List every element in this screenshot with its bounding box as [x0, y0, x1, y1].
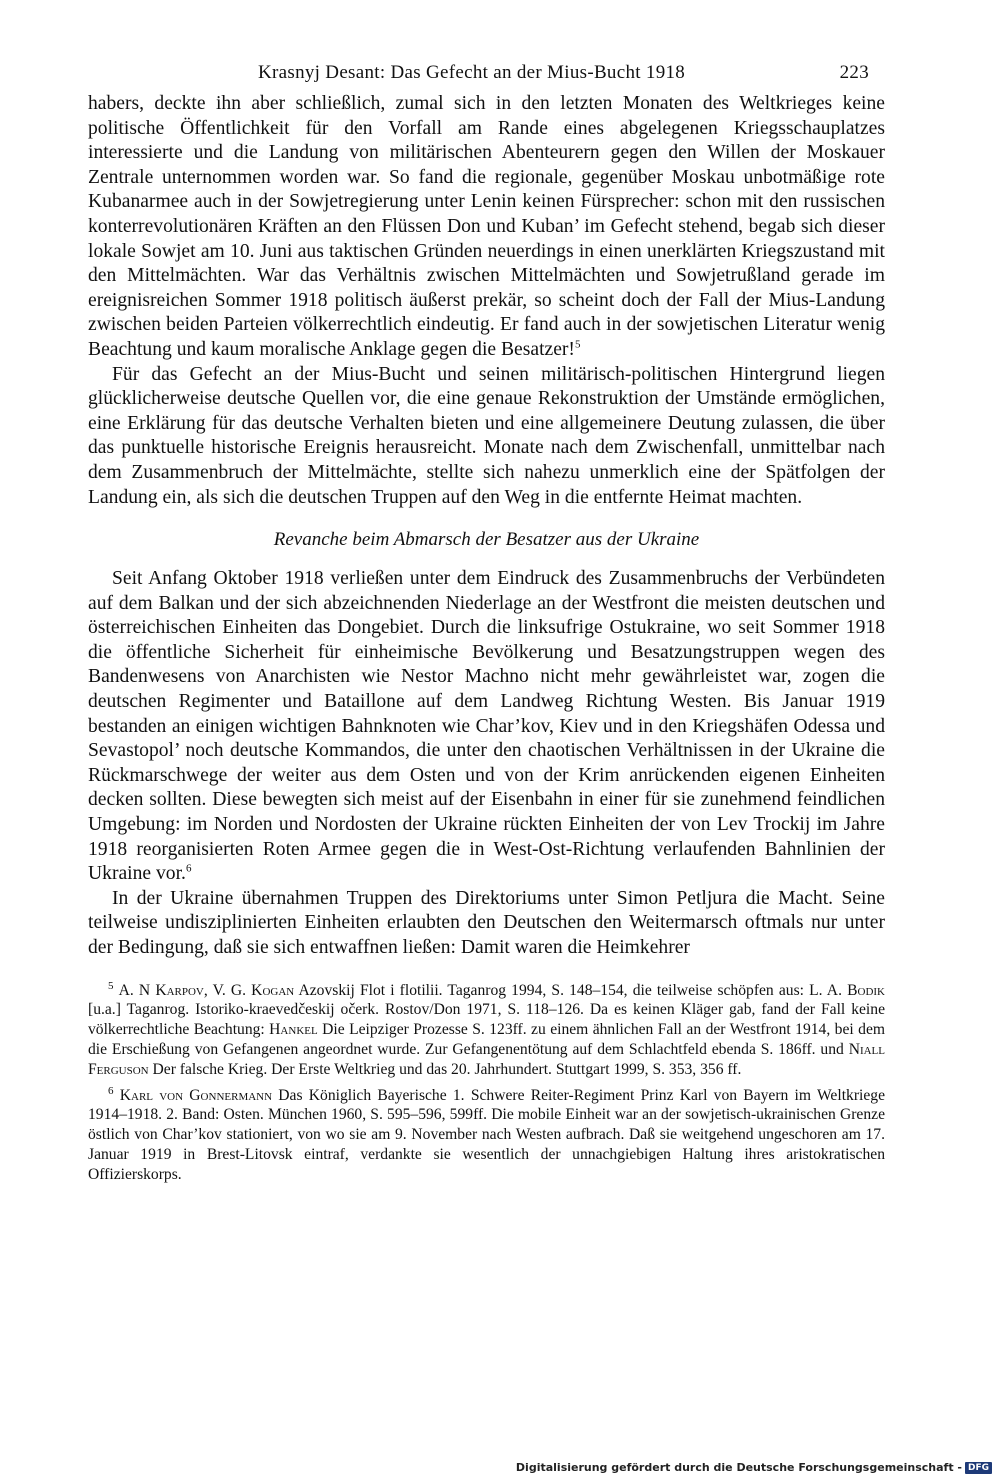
section-heading: Revanche beim Abmarsch der Besatzer aus der Ukraine	[273, 529, 700, 551]
body-paragraph	[88, 92, 885, 363]
footnote-number: 5	[108, 979, 114, 992]
digitization-credit	[516, 1461, 992, 1474]
running-title: Krasnyj Desant: Das Gefecht an der Mius-Bucht 1918	[258, 62, 686, 83]
book-page	[88, 56, 885, 1191]
footnote-text: Azovskij Flot i flotilii. Taganrog 1994, S. 148–154, die teilweise schöpfen aus: L. A.	[294, 981, 848, 999]
footnote	[88, 981, 885, 1080]
footnote-text: Das Königlich Bayerische 1. Schwere Reiter-Regiment Prinz Karl von Bayern im Weltkriege 1914–1918. 2. Band: Osten. München 1960, S. 595–596, 599ff. Die mobile Einheit war an der sowjetisch-ukrainischen Grenze östlich von Char’kov stationiert, von wo sie am 9. November nach Westen aufbrach. Daß sie weitgehend ungeschoren am 17. Januar 1919 in Brest-Litovsk eintraf, verdankte sie wesentlich der unnachgiebigen Haltung ihres aristokratischen Offizierskorps.	[88, 1086, 885, 1183]
footnote-author: Niall Ferguson	[88, 1040, 885, 1078]
running-head	[88, 56, 885, 92]
paragraph-text: In der Ukraine übernahmen Truppen des Direktoriums unter Simon Petljura die Macht. Seine teilweise undisziplinierten Einheiten erlaubten den Deutschen den Weitermarsch oftmals nur unter der Bedingung, daß sie sich entwaffnen ließen: Damit waren die Heimkehrer	[88, 887, 885, 958]
footnotes	[88, 981, 885, 1185]
footnote-ref[interactable]: 5	[574, 338, 581, 351]
footnote-author: Hankel	[269, 1021, 318, 1039]
footnote	[88, 1086, 885, 1185]
footnote-text: Der falsche Krieg. Der Erste Weltkrieg und das 20. Jahrhundert. Stuttgart 1999, S. 353, 356 ff.	[148, 1060, 742, 1078]
paragraph-text: habers, deckte ihn aber schließlich, zumal sich in den letzten Monaten des Weltkrieges keine politische Öffentlichkeit für den Vorfall am Rande eines abgelegenen Kriegsschauplatzes interessierte und die Landung von militärischen Abenteurern gegen den Willen der Moskauer Zentrale unternommen worden war. So fand die regionale, gegenüber Moskau unbotmäßige rote Kubanarmee auch in der Sowjetregierung unter Lenin keinen Fürsprecher: schon mit den russischen konterrevolutionären Kräften an den Flüssen Don und Kuban’ im Gefecht stehend, begab sich dieser lokale Sowjet am 10. Juni aus taktischen Gründen neuerdings in einen unerklärten Kriegszustand mit den Mittelmächten. War das Verhältnis zwischen Mittelmächten und Sowjetrußland gerade im ereignisreichen Sommer 1918 politisch äußerst prekär, so scheint doch der Fall der Mius-Landung zwischen beiden Parteien völkerrechtlich eindeutig. Er fand auch in der sowjetischen Literatur wenig Beachtung und kaum moralische Anklage gegen die Besatzer!	[88, 93, 885, 360]
body-paragraph	[88, 567, 885, 887]
footnote-text: Die Leipziger Prozesse S. 123ff. zu einem ähnlichen Fall an der Westfront 1914, bei dem die Erschießung von Gefangenen angeordnet wurde. Zur Gefangenentötung auf dem Schlachtfeld ebenda S. 186ff. und	[88, 1021, 885, 1058]
footnote-author: Karl von Gonnermann	[119, 1086, 273, 1104]
footnote-author: A. N Karpov, V. G. Kogan	[118, 981, 295, 999]
footnote-number: 6	[108, 1084, 114, 1097]
paragraph-text: Seit Anfang Oktober 1918 verließen unter dem Eindruck des Zusammenbruchs der Verbündeten auf dem Balkan und der sich abzeichnenden Niederlage an der Westfront die meisten deutschen und österreichischen Einheiten das Dongebiet. Durch die linksufrige Ostukraine, wo seit Sommer 1918 die öffentliche Sicherheit für einheimische Bevölkerung und Besatzungstruppen wegen des Bandenwesens von Anarchisten wie Nestor Machno nicht mehr gewährleistet war, zogen die deutschen Regimenter und Bataillone auf dem Landweg Richtung Westen. Bis Januar 1919 bestanden an einigen wichtigen Bahnknoten wie Char’kov, Kiev und in den Kriegshäfen Odessa und Sevastopol’ noch deutsche Kommandos, die unter den chaotischen Verhältnissen in der Ukraine die Rückmarschwege der weiter aus dem Osten und von der Krim anrückenden eigenen Einheiten decken sollten. Diese bewegten sich meist auf der Eisenbahn in einer für sie zunehmend feindlichen Umgebung: im Norden und Nordosten der Ukraine rückten Einheiten der von Lev Trockij im Jahre 1918 reorganisierten Roten Armee gegen die in West-Ost-Richtung verlaufenden Bahnlinien der Ukraine vor.	[88, 568, 885, 885]
footnote-author: Bodik	[847, 981, 886, 999]
credit-text: Digitalisierung gefördert durch die Deutsche Forschungsgemeinschaft -	[515, 1461, 962, 1474]
footnote-text: [u.a.] Taganrog. Istoriko-kraevedčeskij očerk. Rostov/Don 1971, S. 118–126. Da es keinen Kläger gab, fand der Fall keine völkerrechtliche Beachtung:	[88, 1001, 885, 1039]
paragraph-text: Für das Gefecht an der Mius-Bucht und seinen militärisch-politischen Hintergrund liegen glücklicherweise deutsche Quellen vor, die eine genaue Rekonstruktion der Umstände ermöglichen, eine Erklärung für das deutsche Verhalten bieten und eine allgemeinere Deutung zulassen, die über das punktuelle historische Ereignis herausreicht. Monate nach dem Zwischenfall, unmittelbar nach dem Zusammenbruch der Mittelmächte, stellte sich nahezu unmerklich eine der Spätfolgen der Landung ein, als sich die deutschen Truppen auf den Weg in die entfernte Heimat machten.	[88, 363, 885, 508]
footnote-ref[interactable]: 6	[185, 862, 192, 875]
dfg-logo-icon: DFG	[965, 1462, 992, 1474]
body-paragraph	[88, 887, 885, 961]
body-paragraph	[88, 363, 885, 511]
page-number: 223	[839, 62, 869, 83]
